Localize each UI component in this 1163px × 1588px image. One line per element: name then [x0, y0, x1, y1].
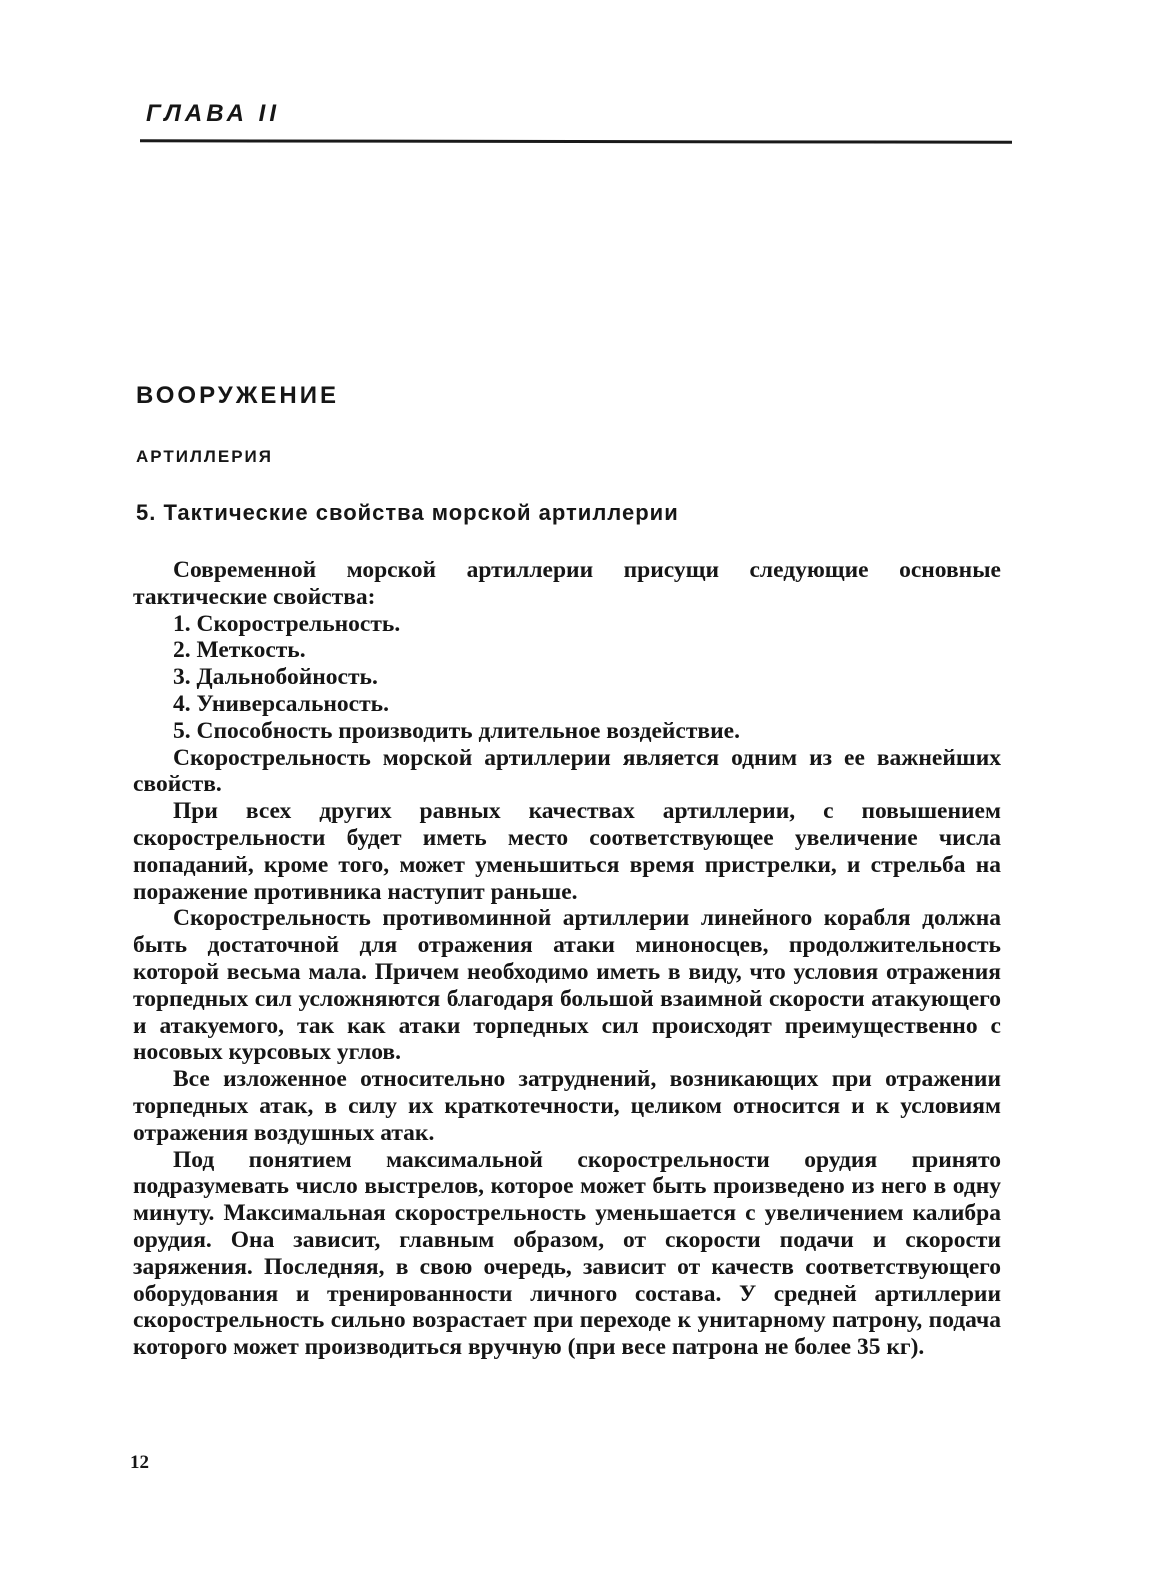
subsection-title: АРТИЛЛЕРИЯ [136, 447, 273, 466]
body-text [133, 557, 1001, 1361]
paragraph: Все изложенное относительно затруднений, возникающих при отражении торпедных атак, в силу их краткотечности, целиком относится и к условиям отражения воздушных атак. [133, 1066, 1001, 1146]
topic-title: 5. Тактические свойства морской артиллерии [136, 500, 679, 525]
list-item: 3. Дальнобойность. [173, 664, 378, 691]
list-item: 4. Универсальность. [173, 690, 389, 717]
list-item: 5. Способность производить длительное воздействие. [173, 717, 740, 744]
paragraph: Скорострельность противоминной артиллерии линейного корабля должна быть достаточной для отражения атаки миноносцев, продолжительность которой весьма мала. Причем необходимо иметь в виду, что условия отражения торпедных сил усложняются благодаря большой взаимной скорости атакующего и атакуемого, так как атаки торпедных сил происходят преимущественно с носовых курсовых углов. [133, 905, 1001, 1066]
list-item: 2. Меткость. [173, 637, 306, 664]
properties-list [133, 611, 1001, 745]
list-item: 1. Скорострельность. [173, 610, 401, 637]
intro-paragraph: Современной морской артиллерии присущи следующие основные тактические свойства: [133, 557, 1001, 610]
paragraph: При всех других равных качествах артиллерии, с повышением скорострельности будет иметь место соответствующее увеличение числа попаданий, кроме того, может уменьшиться время пристрелки, и стрельба на поражение противника наступит раньше. [133, 798, 1001, 905]
chapter-heading: ГЛАВА II [146, 100, 280, 127]
page-number: 12 [130, 1452, 149, 1473]
paragraph: Скорострельность морской артиллерии является одним из ее важнейших свойств. [133, 744, 1001, 798]
paragraph: Под понятием максимальной скорострельности орудия принято подразумевать число выстрелов, которое может быть произведено из него в одну минуту. Максимальная скорострельность уменьшается с увеличением калибра орудия. Она зависит, главным образом, от скорости подачи и скорости заряжения. Последняя, в свою очередь, зависит от качеств соответствующего оборудования и тренированности личного состава. У средней артиллерии скорострельность сильно возрастает при переходе к унитарному патрону, подача которого может производиться вручную (при весе патрона не более 35 кг). [133, 1146, 1001, 1361]
header-rule [140, 139, 1012, 144]
section-title: ВООРУЖЕНИЕ [136, 382, 339, 409]
